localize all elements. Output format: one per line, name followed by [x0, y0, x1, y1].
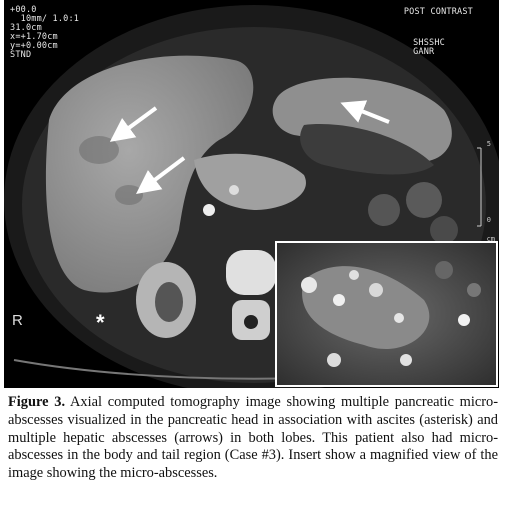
ct-scan-figure	[4, 0, 499, 388]
caption-label: Figure 3.	[8, 394, 66, 410]
scale-bottom-label: 0	[486, 216, 491, 224]
scale-top-label: 5	[486, 140, 491, 148]
ct-series-label: SHSSHC GANR	[413, 38, 445, 57]
magnified-insert	[276, 242, 497, 386]
ct-parameters-text: +00.0 10mm/ 1.0:1 31.0cm x=+1.70cm y=+0.00cm STND	[10, 5, 80, 60]
post-contrast-label: POST CONTRAST	[403, 7, 473, 17]
caption-text: Axial computed tomography image showing multiple pancreatic micro-abscesses visualized in the pancreatic head in association with ascites (asterisk) and multiple hepatic abscesses (arrows) in both lobes. This patient also had micro-abscesses in the body and tail region (Case #3). Insert show a magnified view of the image showing the micro-abscesses.	[8, 394, 498, 482]
figure-caption	[8, 394, 498, 483]
vertebra	[226, 250, 276, 295]
asterisk-marker: *	[96, 310, 105, 335]
orientation-label: R	[12, 312, 23, 329]
scale-unit-label: cm	[486, 235, 495, 243]
